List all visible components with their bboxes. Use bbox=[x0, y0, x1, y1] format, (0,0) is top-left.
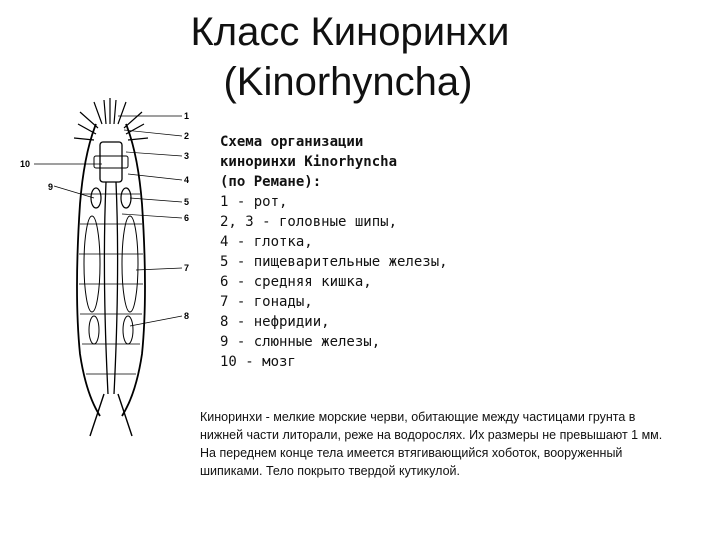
figure-label-8: 8 bbox=[184, 311, 190, 321]
caption-item: 9 - слюнные железы, bbox=[220, 334, 381, 350]
caption-item: 10 - мозг bbox=[220, 354, 296, 370]
figure-label-3: 3 bbox=[184, 151, 190, 161]
description-paragraph: Киноринхи - мелкие морские черви, обитающие между частицами грунта в нижней части литорали, реже на водорослях. Их размеры не превышают 1 мм. На переднем конце тела имеется втягивающийся хоботок, вооруженный шипиками. Тело покрыто твердой кутикулой. bbox=[200, 410, 663, 478]
figure-label-2: 2 bbox=[184, 131, 190, 141]
figure-label-1: 1 bbox=[184, 111, 190, 121]
caption-heading-line: киноринхи Kinorhyncha bbox=[220, 154, 398, 170]
caption-heading-line: Схема организации bbox=[220, 134, 364, 150]
figure-label-6: 6 bbox=[184, 213, 190, 223]
slide-title-line-2: (Kinorhyncha) bbox=[223, 60, 473, 104]
figure-label-4: 4 bbox=[184, 175, 190, 185]
figure-label-5: 5 bbox=[184, 197, 190, 207]
figure-label-9: 9 bbox=[48, 182, 54, 192]
caption-item: 5 - пищеварительные железы, bbox=[220, 254, 448, 270]
caption-heading-line: (по Ремане): bbox=[220, 174, 322, 190]
caption-item: 2, 3 - головные шипы, bbox=[220, 214, 398, 230]
caption-item: 7 - гонады, bbox=[220, 294, 313, 310]
figure-label-10: 10 bbox=[20, 159, 31, 169]
figure-label-7: 7 bbox=[184, 263, 190, 273]
figure-caption bbox=[220, 132, 520, 372]
caption-item: 1 - рот, bbox=[220, 194, 288, 210]
slide-title-line-1: Класс Киноринхи bbox=[190, 10, 510, 54]
caption-item: 4 - глотка, bbox=[220, 234, 313, 250]
caption-item: 6 - средняя кишка, bbox=[220, 274, 372, 290]
kinorhyncha-diagram bbox=[14, 94, 204, 444]
caption-item: 8 - нефридии, bbox=[220, 314, 330, 330]
